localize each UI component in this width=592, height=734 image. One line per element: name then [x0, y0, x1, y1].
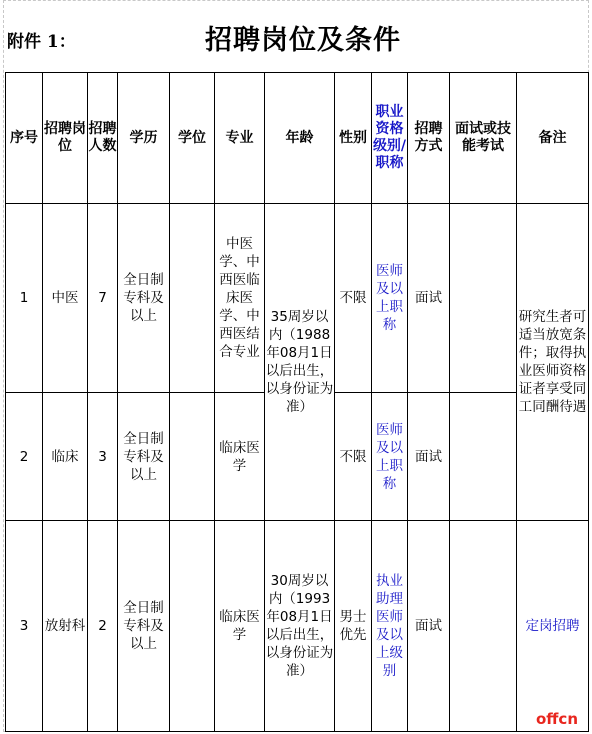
cell-count: 3 — [88, 393, 118, 521]
cell-method: 面试 — [408, 204, 450, 393]
table-row — [6, 521, 589, 732]
cell-exam — [450, 521, 517, 732]
header-cell: 招聘岗位 — [43, 73, 88, 204]
offcn-watermark: offcn — [535, 710, 578, 728]
cell-degree — [170, 393, 215, 521]
table-header-row — [6, 73, 589, 204]
cell-gender: 不限 — [335, 204, 372, 393]
header-cell: 专业 — [215, 73, 265, 204]
cell-method: 面试 — [408, 521, 450, 732]
header-cell: 学历 — [118, 73, 170, 204]
cell-education: 全日制专科及以上 — [118, 204, 170, 393]
cell-post: 中医 — [43, 204, 88, 393]
cell-major: 临床医学 — [215, 393, 265, 521]
cell-exam — [450, 393, 517, 521]
header-cell: 招聘人数 — [88, 73, 118, 204]
header-cell: 年龄 — [265, 73, 335, 204]
cell-qualification: 医师及以上职称 — [372, 204, 408, 393]
cell-remark: 研究生者可适当放宽条件；取得执业医师资格证者享受同工同酬待遇 — [517, 204, 589, 521]
cell-major: 中医学、中西医临床医学、中西医结合专业 — [215, 204, 265, 393]
cell-major: 临床医学 — [215, 521, 265, 732]
header-cell: 招聘方式 — [408, 73, 450, 204]
cell-qualification: 执业助理医师及以上级别 — [372, 521, 408, 732]
cell-degree — [170, 204, 215, 393]
cell-no: 2 — [6, 393, 43, 521]
table-row — [6, 204, 589, 393]
header-cell: 序号 — [6, 73, 43, 204]
cell-no: 1 — [6, 204, 43, 393]
cell-education: 全日制专科及以上 — [118, 393, 170, 521]
header-cell: 备注 — [517, 73, 589, 204]
cell-count: 2 — [88, 521, 118, 732]
cell-post: 放射科 — [43, 521, 88, 732]
cell-method: 面试 — [408, 393, 450, 521]
cell-count: 7 — [88, 204, 118, 393]
header-cell: 学位 — [170, 73, 215, 204]
cell-qualification: 医师及以上职称 — [372, 393, 408, 521]
cell-no: 3 — [6, 521, 43, 732]
cell-age: 35周岁以内（1988年08月1日以后出生，以身份证为准） — [265, 204, 335, 521]
header-cell: 职业资格级别/职称 — [372, 73, 408, 204]
cell-post: 临床 — [43, 393, 88, 521]
cell-exam — [450, 204, 517, 393]
cell-degree — [170, 521, 215, 732]
cell-education: 全日制专科及以上 — [118, 521, 170, 732]
header-cell: 性别 — [335, 73, 372, 204]
attachment-label: 附件 1： — [7, 32, 76, 52]
recruitment-table — [5, 72, 589, 732]
cell-gender: 男士优先 — [335, 521, 372, 732]
page-title: 招聘岗位及条件 — [205, 25, 401, 56]
header-cell: 面试或技能考试 — [450, 73, 517, 204]
cell-gender: 不限 — [335, 393, 372, 521]
cell-age: 30周岁以内（1993年08月1日以后出生，以身份证为准） — [265, 521, 335, 732]
cell-remark: 定岗招聘 — [517, 521, 589, 732]
